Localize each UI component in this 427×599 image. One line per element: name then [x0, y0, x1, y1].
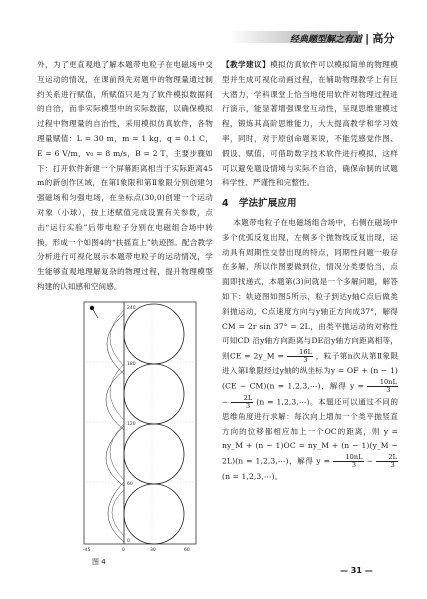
method-text-3: (n = 1,2,3,⋯)。本题还可以通过不同的思维角度进行求解：每次向上增加一个类平抛竖直方向的位移都相应加上一个OC的距离，则 y = ny_M + (n − 1)OC = ny_M + (n − 1)(y_M − 2L)(n = 1,2,3,⋯)，解得 y = — [222, 397, 399, 466]
page-number: — 31 — — [340, 566, 373, 575]
fraction-2L-3 — [231, 395, 253, 410]
figure-caption: 图 4 — [92, 558, 106, 566]
fraction-16L-3 — [287, 349, 313, 364]
teaching-suggestion-tag: 【教学建议】 — [222, 60, 271, 69]
teaching-suggestion-paragraph — [222, 58, 398, 191]
fraction-numerator: 10nL — [333, 454, 364, 462]
x-tick-label: 0 — [122, 548, 125, 552]
y-tick-label: 240 — [127, 306, 136, 311]
y-tick-label: 60 — [127, 482, 133, 487]
fraction-denominator: 3 — [303, 356, 308, 365]
minus-sign: − — [222, 397, 229, 407]
y-tick-label: 180 — [127, 362, 136, 367]
x-tick-label: -45 — [83, 548, 91, 552]
header-separator: | — [365, 32, 370, 45]
section-heading — [222, 197, 398, 212]
method-text-4: (n = 1,2,3,⋯)。 — [222, 471, 283, 481]
fraction-10nL-3 — [367, 379, 398, 394]
fraction-numerator: 2L — [231, 395, 253, 403]
fraction-numerator: 10nL — [367, 379, 398, 387]
x-tick-labels — [83, 547, 190, 552]
left-column — [37, 58, 213, 295]
page-header — [0, 0, 427, 56]
figure-frame — [84, 302, 196, 544]
fraction-numerator: 16L — [287, 349, 313, 357]
fraction-denominator: 3 — [351, 461, 357, 470]
header-series: 经典题型解之有道 — [290, 35, 363, 45]
header-brand: 高分 — [372, 32, 395, 45]
y-tick-label: 120 — [127, 422, 136, 427]
method-paragraph — [222, 216, 398, 484]
fraction-denominator: 3 — [390, 461, 395, 470]
section-number: 4 — [222, 198, 229, 210]
fraction-10nL-3-second — [333, 454, 364, 469]
method-text-1: 本题带电粒子在电磁场组合场中，右侧在磁场中多个优弧反复出现，左侧多个抛物线反复出现，运动具有周期性交替出现的特点，同期性问题一般存在多解，所以作图要做到位，情况分类要恰当，点面即找递式，本题第(3)问就是一个多解问题，解答如下：轨迹图如图5所示，粒子到达y轴C点后做类斜抛运动，C点速度方向与y轴正方向成37°，解得CM = 2r sin 37° = 2L，由类平抛运动的对称性可知CD 沿y轴方向距离与DE沿y轴方向距离相等，则CE = 2y_M = — [222, 217, 398, 361]
x-tick-label: 30 — [150, 548, 156, 552]
trajectory-svg — [74, 300, 198, 552]
x-tick-label: 60 — [184, 548, 190, 552]
section-title: 学法扩展应用 — [238, 198, 297, 210]
fraction-denominator: 3 — [245, 401, 251, 410]
fraction-numerator: 2L — [376, 454, 398, 462]
method-text-2: ，粒子第n次从第Ⅱ象限进入第Ⅰ象限经过y轴的纵坐标为y = OF + (n − 1)(CE − CM)(n = 1,2,3,⋯)，解得 y = — [222, 351, 399, 391]
trajectory-figure — [74, 300, 198, 552]
y-tick-label: 0 — [127, 539, 130, 544]
minus-sign: − — [366, 456, 374, 466]
right-column — [222, 58, 398, 484]
fraction-2L-3-second — [376, 454, 398, 469]
left-paragraph: 外，为了更直观地了解本题带电粒子在电磁场中交互运动的情况，在课前预先对题中的物理量通过制约关系进行赋值，所赋值只是为了软件模拟数据间的自洽，而非实际模型中的实际数据，以确保模拟过程中物理量的自治性，采用模拟仿真软件，各物理量赋值：L = 30 m，m = 1 kg，q = 0.1 C，E = 6 V/m，v₀ = 8 m/s，B = 2 T，主要步骤如下：打开软件新建一个屏幕距离相当于实际距离45 m的新创作区域，在第Ⅰ象限和第Ⅱ象限分别创建匀强磁场和匀强电场，在坐标点(30,0)创建一个运动对象（小球），按上述赋值完成设置有关参数，点击“运行实验”后带电粒子分别在电磁组合场中转换，形成一个如图4的“扶摇直上”轨迹图。配合教学分析进行可视化展示本题带电粒子的运动情况，学生能够直观地理解复杂的物理过程，提升物理模型构建的认知感和空间感。 — [37, 60, 213, 291]
fraction-denominator: 3 — [386, 386, 391, 395]
teaching-suggestion-text: 模拟仿真软件可以模拟简单的物理模型并生成可视化动画过程，在辅助物理教学上有巨大潜力，学科课堂上恰当地使用软件对物理过程进行演示，能显著增强课堂互动性，呈现思维建模过程，锻炼其高阶思维能力，大大提高教学和学习效率，同时，对于原创命题来说，不能凭感觉作图、假设、赋值，可借助数字技术软件进行模拟，这样可以避免题设情境与实际不自洽，确保命制的试题科学性、严谨性和完整性。 — [222, 60, 398, 188]
header-title — [290, 30, 394, 46]
